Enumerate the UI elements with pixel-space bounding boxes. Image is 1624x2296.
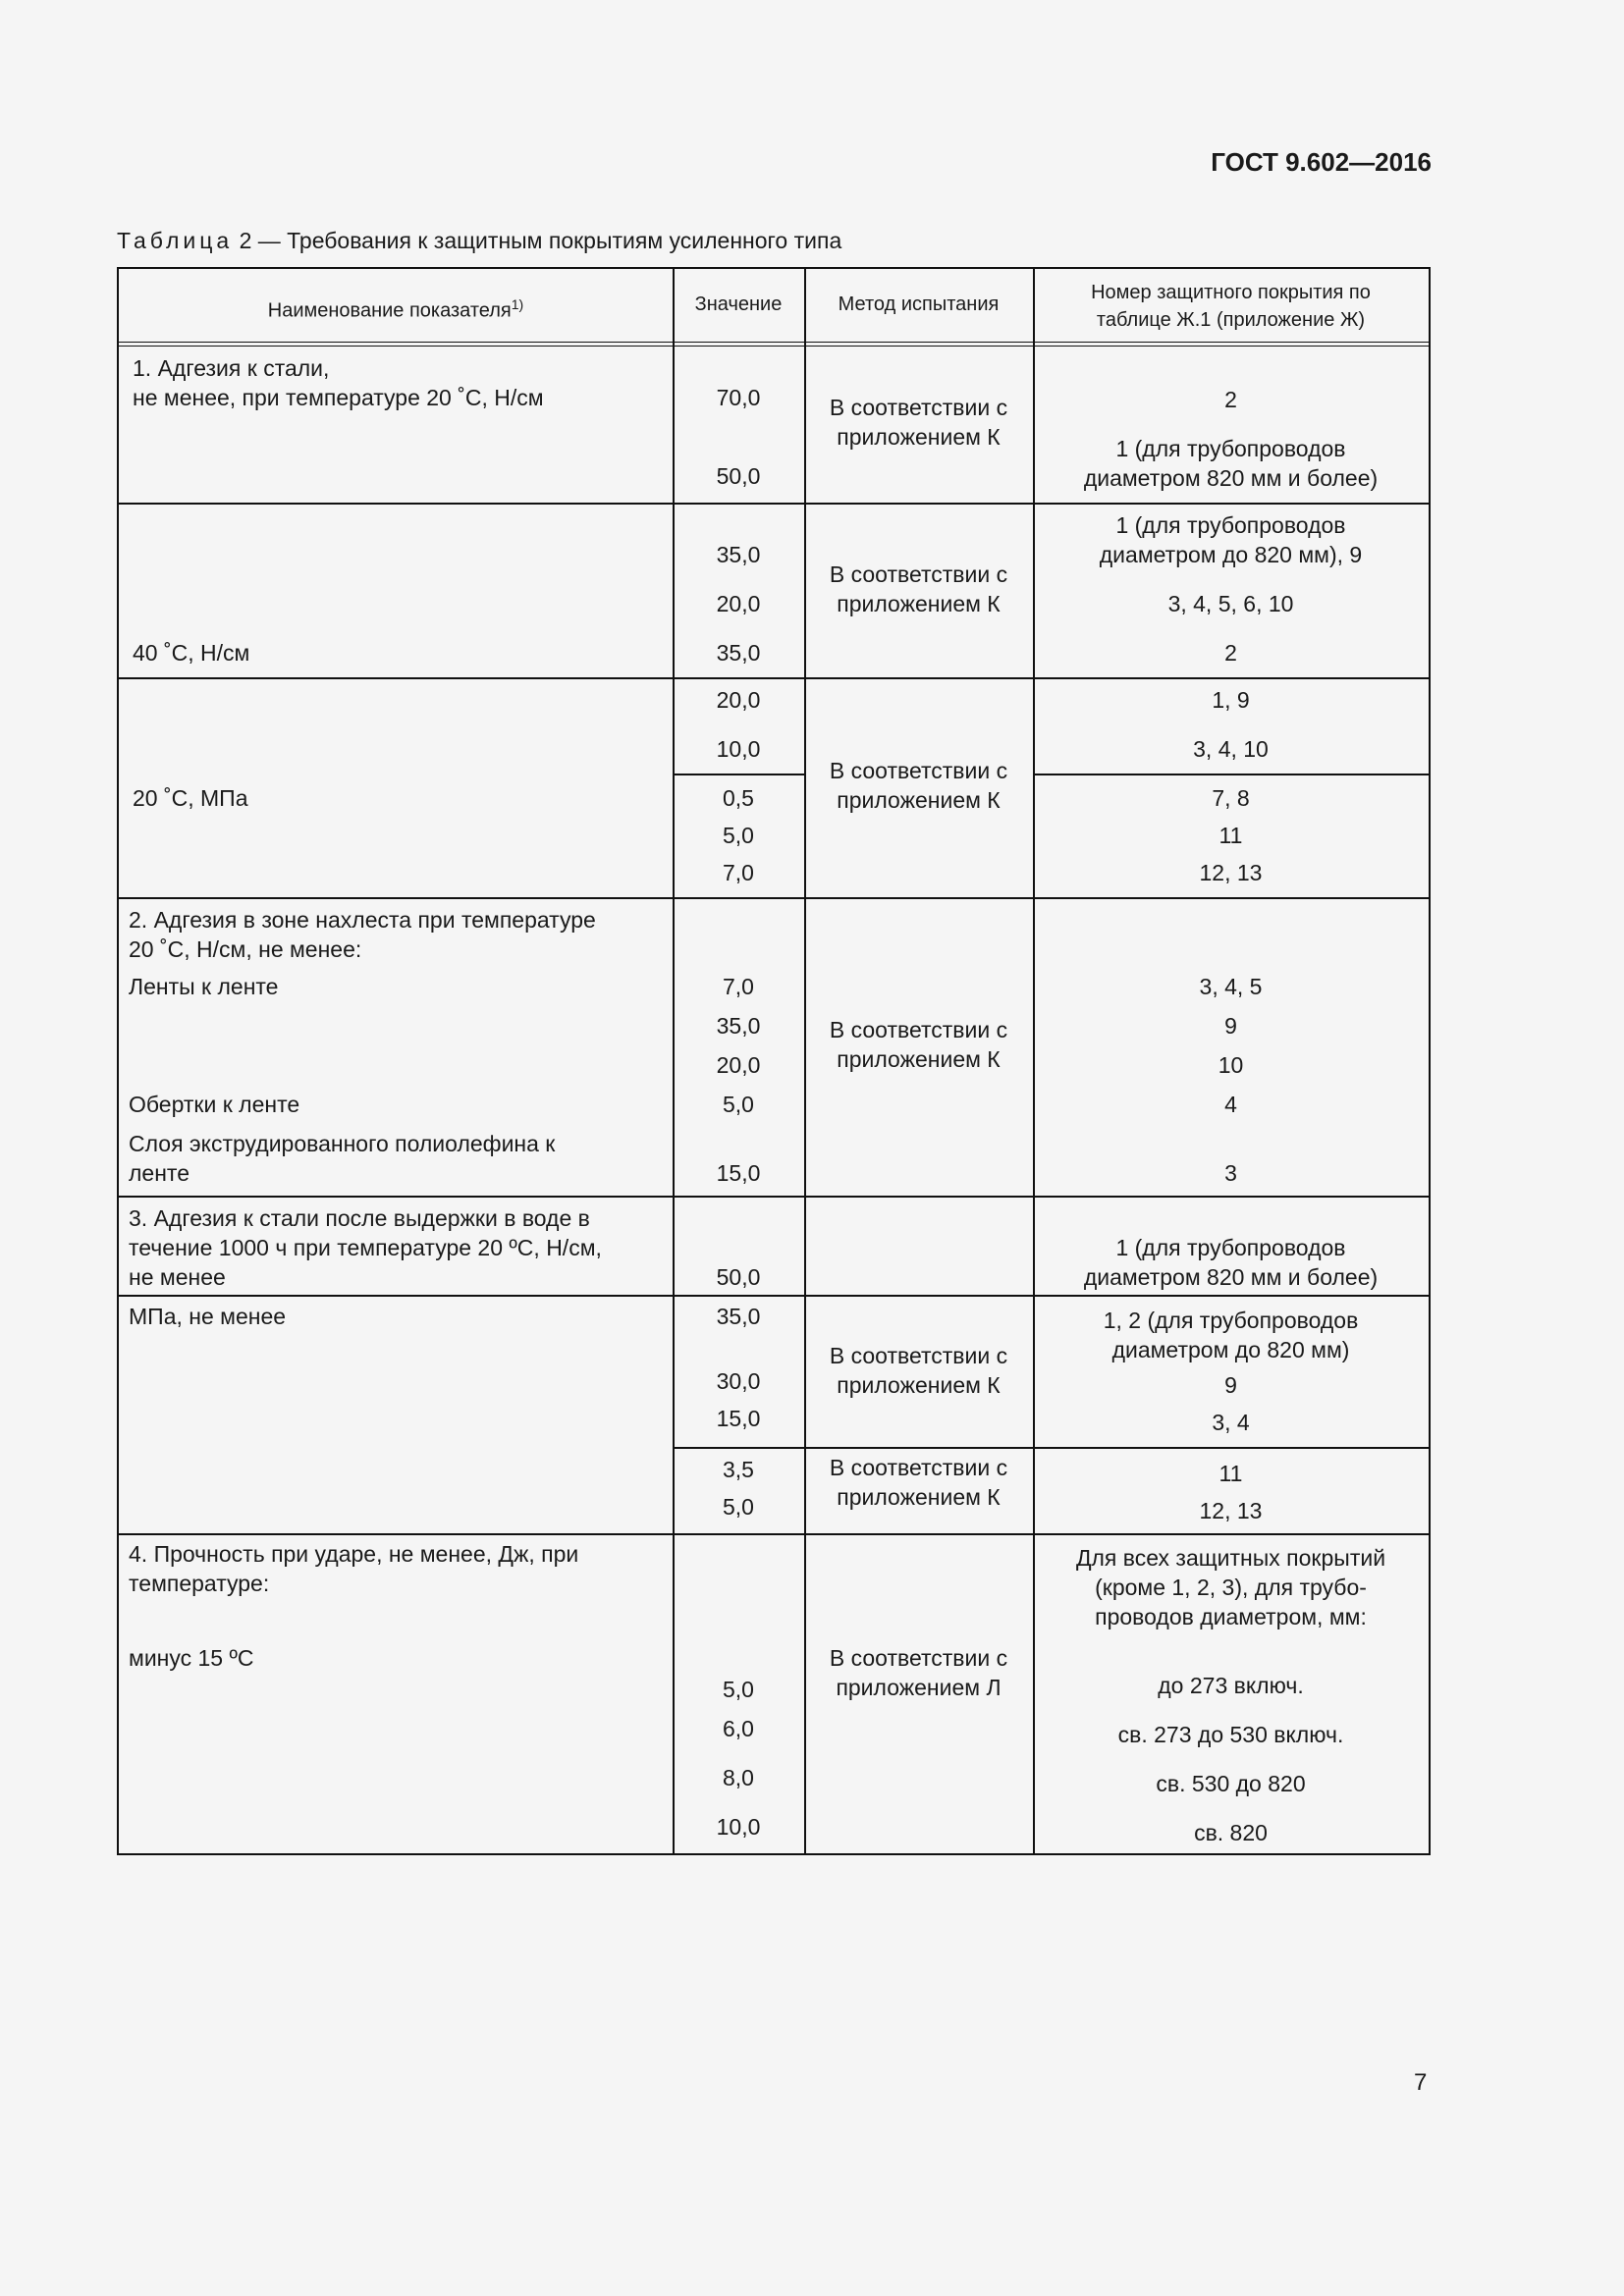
s7-name-l1: 4. Прочность при ударе, не менее, Дж, при xyxy=(129,1541,579,1567)
s7-coating-note-l1: Для всех защитных покрытий xyxy=(1075,1545,1386,1571)
s4-method-l1: В соответствии с xyxy=(829,1017,1008,1042)
header-name-note: 1) xyxy=(511,296,524,312)
row-divider xyxy=(1033,774,1429,775)
s4-coating-5: 3 xyxy=(1224,1160,1237,1186)
s2-value-2: 20,0 xyxy=(716,591,761,616)
s4-method-l2: приложением К xyxy=(837,1046,1001,1072)
s4-row-2: Обертки к ленте xyxy=(129,1092,300,1117)
row-divider xyxy=(119,1196,1429,1198)
s7-method-l2: приложением Л xyxy=(836,1675,1001,1700)
s4-row-3-l2: ленте xyxy=(129,1160,189,1186)
s6-coating-2: 9 xyxy=(1224,1372,1237,1398)
s3-name: 20 ˚С, МПа xyxy=(133,785,248,811)
s6-method-b-l1: В соответствии с xyxy=(829,1455,1008,1480)
header-value: Значение xyxy=(694,294,783,315)
s4-value-4: 5,0 xyxy=(723,1092,754,1117)
s2-value-1: 35,0 xyxy=(716,542,761,567)
s5-name-l3: не менее xyxy=(129,1264,226,1290)
s4-value-3: 20,0 xyxy=(716,1052,761,1078)
s4-name-l2: 20 ˚С, Н/см, не менее: xyxy=(129,936,362,962)
s6-value-1: 35,0 xyxy=(716,1304,761,1329)
s7-coating-note-l3: проводов диаметром, мм: xyxy=(1095,1604,1367,1629)
s1-coating-2-l1: 1 (для трубопроводов xyxy=(1115,436,1346,461)
header-method: Метод испытания xyxy=(838,294,1000,315)
s4-row-3-l1: Слоя экструдированного полиолефина к xyxy=(129,1131,556,1156)
s3-method-l2: приложением К xyxy=(837,787,1001,813)
s6-coating-5: 12, 13 xyxy=(1199,1498,1263,1523)
s3-value-3: 0,5 xyxy=(723,785,754,811)
s4-coating-2: 9 xyxy=(1224,1013,1237,1039)
s5-coating-1-l2: диаметром 820 мм и более) xyxy=(1083,1264,1379,1290)
s6-method-a-l2: приложением К xyxy=(837,1372,1001,1398)
row-divider xyxy=(119,897,1429,899)
s5-coating-1-l1: 1 (для трубопроводов xyxy=(1115,1235,1346,1260)
s5-name-l2: течение 1000 ч при температуре 20 ºС, Н/см, xyxy=(129,1235,602,1260)
s3-coating-5: 12, 13 xyxy=(1199,860,1263,885)
s6-value-2: 30,0 xyxy=(716,1368,761,1394)
s6-value-5: 5,0 xyxy=(723,1494,754,1520)
s7-value-4: 10,0 xyxy=(716,1814,761,1840)
s3-value-4: 5,0 xyxy=(723,823,754,848)
s2-value-3: 35,0 xyxy=(716,640,761,666)
row-divider xyxy=(119,1295,1429,1297)
s4-coating-4: 4 xyxy=(1224,1092,1237,1117)
s4-value-5: 15,0 xyxy=(716,1160,761,1186)
s5-value-1: 50,0 xyxy=(716,1264,761,1290)
header-coating-l2: таблице Ж.1 (приложение Ж) xyxy=(1096,309,1366,331)
s4-coating-3: 10 xyxy=(1218,1052,1244,1078)
s3-coating-1: 1, 9 xyxy=(1212,687,1250,713)
s6-coating-1-l1: 1, 2 (для трубопроводов xyxy=(1103,1308,1359,1333)
s6-method-b-l2: приложением К xyxy=(837,1484,1001,1510)
s1-name-l1: 1. Адгезия к стали, xyxy=(133,355,330,381)
row-divider xyxy=(673,1447,1429,1449)
header-name xyxy=(119,291,673,325)
s2-coating-2: 3, 4, 5, 6, 10 xyxy=(1167,591,1294,616)
s6-coating-4: 11 xyxy=(1218,1461,1243,1486)
s7-coating-note-l2: (кроме 1, 2, 3), для трубо- xyxy=(1095,1575,1367,1600)
s7-value-1: 5,0 xyxy=(723,1677,754,1702)
s7-coating-4: св. 820 xyxy=(1194,1820,1268,1845)
s1-name-l2: не менее, при температуре 20 ˚С, Н/см xyxy=(133,385,544,410)
s2-name: 40 ˚С, Н/см xyxy=(133,640,250,666)
s1-method-l1: В соответствии с xyxy=(829,395,1008,420)
s6-coating-3: 3, 4 xyxy=(1212,1410,1250,1435)
s4-value-2: 35,0 xyxy=(716,1013,761,1039)
s1-method-l2: приложением К xyxy=(837,424,1001,450)
s1-coating-1: 2 xyxy=(1224,387,1237,412)
s7-coating-1: до 273 включ. xyxy=(1158,1673,1304,1698)
s3-value-2: 10,0 xyxy=(716,736,761,762)
s7-coating-2: св. 273 до 530 включ. xyxy=(1117,1722,1344,1747)
header-coating-l1: Номер защитного покрытия по xyxy=(1091,282,1371,303)
row-divider xyxy=(119,503,1429,505)
s1-value-1: 70,0 xyxy=(716,385,761,410)
s4-coating-1: 3, 4, 5 xyxy=(1199,974,1263,999)
row-divider xyxy=(119,677,1429,679)
s2-method-l2: приложением К xyxy=(837,591,1001,616)
s7-method-l1: В соответствии с xyxy=(829,1645,1008,1671)
s7-value-2: 6,0 xyxy=(723,1716,754,1741)
requirements-table xyxy=(117,267,1431,1855)
s7-coating-3: св. 530 до 820 xyxy=(1156,1771,1306,1796)
caption-text: 2 — Требования к защитным покрытиям усиленного типа xyxy=(233,228,842,253)
s2-method-l1: В соответствии с xyxy=(829,561,1008,587)
header-divider xyxy=(119,342,1429,347)
row-divider xyxy=(673,774,806,775)
s3-coating-4: 11 xyxy=(1218,823,1243,848)
s7-name-l2: температуре: xyxy=(129,1571,270,1596)
s3-value-5: 7,0 xyxy=(723,860,754,885)
row-divider xyxy=(119,1533,1429,1535)
s4-value-1: 7,0 xyxy=(723,974,754,999)
s7-value-3: 8,0 xyxy=(723,1765,754,1790)
s2-coating-3: 2 xyxy=(1224,640,1237,666)
s3-method-l1: В соответствии с xyxy=(829,758,1008,783)
table-caption xyxy=(117,228,841,254)
caption-prefix: Таблица xyxy=(117,228,234,253)
s3-coating-3: 7, 8 xyxy=(1212,785,1250,811)
s4-row-1: Ленты к ленте xyxy=(129,974,279,999)
s5-name-l1: 3. Адгезия к стали после выдержки в воде в xyxy=(129,1205,590,1231)
s1-value-2: 50,0 xyxy=(716,463,761,489)
standard-header: ГОСТ 9.602—2016 xyxy=(1211,147,1432,177)
s6-value-3: 15,0 xyxy=(716,1406,761,1431)
s4-name-l1: 2. Адгезия в зоне нахлеста при температуре xyxy=(129,907,596,933)
s6-coating-1-l2: диаметром до 820 мм) xyxy=(1111,1337,1350,1362)
s2-coating-1-l2: диаметром до 820 мм), 9 xyxy=(1099,542,1363,567)
s2-coating-1-l1: 1 (для трубопроводов xyxy=(1115,512,1346,538)
s6-name: МПа, не менее xyxy=(129,1304,287,1329)
s3-value-1: 20,0 xyxy=(716,687,761,713)
s7-row-1: минус 15 ºС xyxy=(129,1645,254,1671)
s3-coating-2: 3, 4, 10 xyxy=(1193,736,1269,762)
s6-method-a-l1: В соответствии с xyxy=(829,1343,1008,1368)
s6-value-4: 3,5 xyxy=(723,1457,754,1482)
s1-coating-2-l2: диаметром 820 мм и более) xyxy=(1083,465,1379,491)
page-number: 7 xyxy=(1414,2069,1428,2096)
header-name-text: Наименование показателя xyxy=(267,299,512,322)
